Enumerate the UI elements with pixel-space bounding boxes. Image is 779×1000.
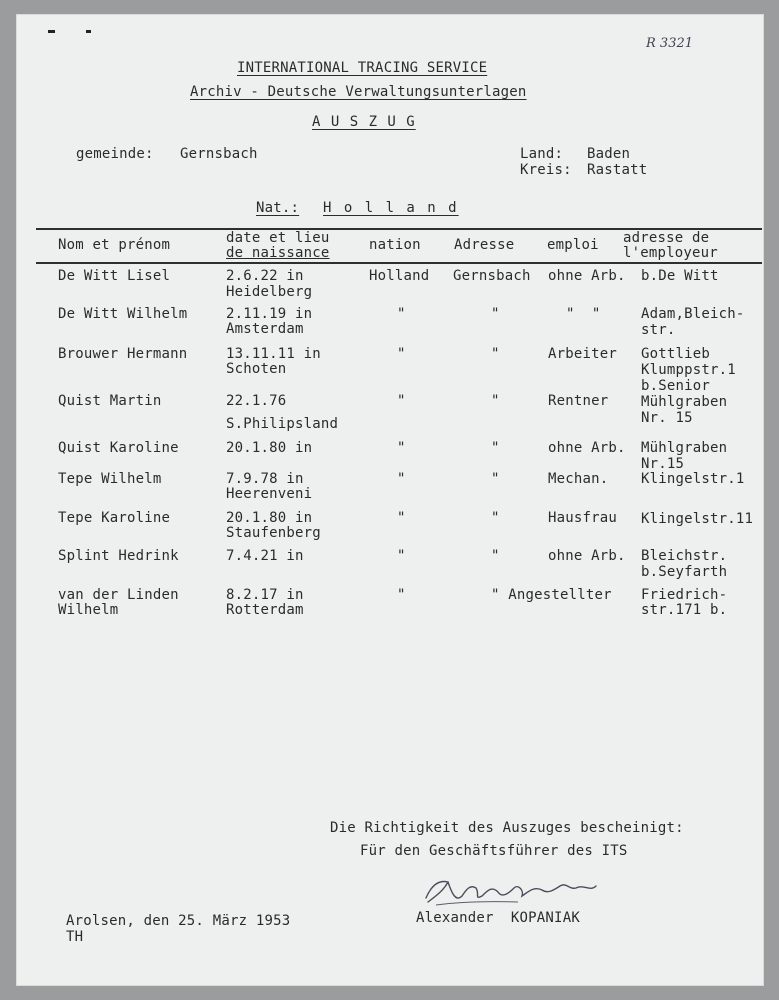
kreis-label: Kreis:	[520, 162, 572, 178]
cell-employer-line2: Nr. 15	[641, 410, 693, 426]
cell-employer: Gottlieb	[641, 346, 711, 362]
cell-employer-line3: b.Senior	[641, 378, 711, 394]
place-and-date: Arolsen, den 25. März 1953	[66, 913, 291, 929]
signature-image	[418, 872, 618, 912]
cell-birth: 20.1.80 in	[226, 510, 313, 526]
cell-nation: "	[397, 346, 406, 362]
cell-employer-line2: Klumppstr.1	[641, 362, 736, 378]
gemeinde-value: Gernsbach	[180, 146, 258, 162]
ink-mark	[48, 30, 55, 33]
cell-birth-place: S.Philipsland	[226, 416, 339, 432]
cell-adresse: "	[491, 393, 500, 409]
typist-initials: TH	[66, 929, 84, 945]
cell-adresse: "	[491, 306, 500, 322]
archive-reference: R 3321	[646, 36, 694, 51]
land-label: Land:	[520, 146, 564, 162]
cell-name: Brouwer Hermann	[58, 346, 188, 362]
cell-name: De Witt Wilhelm	[58, 306, 188, 322]
cell-birth: 22.1.76	[226, 393, 287, 409]
cell-adresse: Gernsbach	[453, 268, 531, 284]
cell-employer-line2: b.Seyfarth	[641, 564, 728, 580]
col-header-name: Nom et prénom	[58, 237, 171, 253]
certification-line1: Die Richtigkeit des Auszuges bescheinigt:	[330, 820, 684, 836]
certification-line2: Für den Geschäftsführer des ITS	[360, 843, 628, 859]
cell-emploi: Mechan.	[548, 471, 609, 487]
cell-birth-place: Rotterdam	[226, 602, 304, 618]
cell-name: Splint Hedrink	[58, 548, 179, 564]
col-header-adresse: Adresse	[454, 237, 515, 253]
cell-adresse: "	[491, 440, 500, 456]
cell-birth-place: Heerenveni	[226, 486, 313, 502]
cell-nation: "	[397, 510, 406, 526]
cell-nation: "	[397, 393, 406, 409]
cell-emploi: Hausfrau	[548, 510, 618, 526]
cell-nation: "	[397, 306, 406, 322]
cell-emploi: ohne Arb.	[548, 268, 626, 284]
cell-name: Quist Martin	[58, 393, 162, 409]
cell-birth-place: Amsterdam	[226, 321, 304, 337]
cell-birth: 13.11.11 in	[226, 346, 321, 362]
organization-title: INTERNATIONAL TRACING SERVICE	[237, 60, 488, 76]
table-header-rule	[36, 262, 762, 264]
cell-birth: 7.4.21 in	[226, 548, 304, 564]
cell-employer: Bleichstr.	[641, 548, 728, 564]
col-header-emploi: emploi	[547, 237, 599, 253]
cell-birth: 8.2.17 in	[226, 587, 304, 603]
cell-employer: Friedrich-	[641, 587, 728, 603]
cell-name: Tepe Wilhelm	[58, 471, 162, 487]
kreis-value: Rastatt	[587, 162, 648, 178]
col-header-birth-line2: de naissance	[226, 245, 330, 261]
col-header-birth-line1: date et lieu	[226, 230, 330, 246]
cell-employer: Klingelstr.11	[641, 511, 754, 527]
cell-birth: 20.1.80 in	[226, 440, 313, 456]
cell-adresse-emploi: " Angestellter	[491, 587, 612, 603]
nationality-label: Nat.:	[256, 200, 300, 216]
cell-nation: "	[397, 587, 406, 603]
cell-birth: 7.9.78 in	[226, 471, 304, 487]
cell-name-line2: Wilhelm	[58, 602, 119, 618]
land-value: Baden	[587, 146, 631, 162]
gemeinde-label: gemeinde:	[76, 146, 154, 162]
cell-employer-line2: str.171 b.	[641, 602, 728, 618]
signatory-name: Alexander KOPANIAK	[416, 910, 580, 926]
cell-birth-place: Staufenberg	[226, 525, 321, 541]
cell-emploi: Rentner	[548, 393, 609, 409]
cell-name: van der Linden	[58, 587, 179, 603]
ink-mark	[86, 30, 91, 33]
cell-adresse: "	[491, 346, 500, 362]
cell-birth-place: Heidelberg	[226, 284, 313, 300]
cell-name: Tepe Karoline	[58, 510, 171, 526]
cell-emploi: ohne Arb.	[548, 548, 626, 564]
col-header-employer-line2: l'employeur	[623, 245, 718, 261]
cell-employer: b.De Witt	[641, 268, 719, 284]
cell-emploi: Arbeiter	[548, 346, 618, 362]
cell-employer-line2: Nr.15	[641, 456, 685, 472]
cell-adresse: "	[491, 471, 500, 487]
col-header-nation: nation	[369, 237, 421, 253]
cell-emploi: ohne Arb.	[548, 440, 626, 456]
cell-employer: Adam,Bleich-	[641, 306, 745, 322]
document-type-title: A U S Z U G	[312, 114, 416, 130]
cell-employer: Mühlgraben	[641, 394, 728, 410]
cell-name: Quist Karoline	[58, 440, 179, 456]
cell-employer: Klingelstr.1	[641, 471, 745, 487]
cell-adresse: "	[491, 548, 500, 564]
cell-employer: Mühlgraben	[641, 440, 728, 456]
cell-nation: "	[397, 548, 406, 564]
nationality-value: H o l l a n d	[323, 200, 459, 216]
cell-birth: 2.11.19 in	[226, 306, 313, 322]
archive-subtitle: Archiv - Deutsche Verwaltungsunterlagen	[190, 84, 527, 100]
cell-birth: 2.6.22 in	[226, 268, 304, 284]
cell-adresse: "	[491, 510, 500, 526]
cell-name: De Witt Lisel	[58, 268, 171, 284]
cell-nation: Holland	[369, 268, 430, 284]
cell-birth-place: Schoten	[226, 361, 287, 377]
cell-nation: "	[397, 440, 406, 456]
cell-emploi: " "	[566, 306, 601, 322]
cell-nation: "	[397, 471, 406, 487]
col-header-employer-line1: adresse de	[623, 230, 710, 246]
cell-employer-line2: str.	[641, 322, 676, 338]
